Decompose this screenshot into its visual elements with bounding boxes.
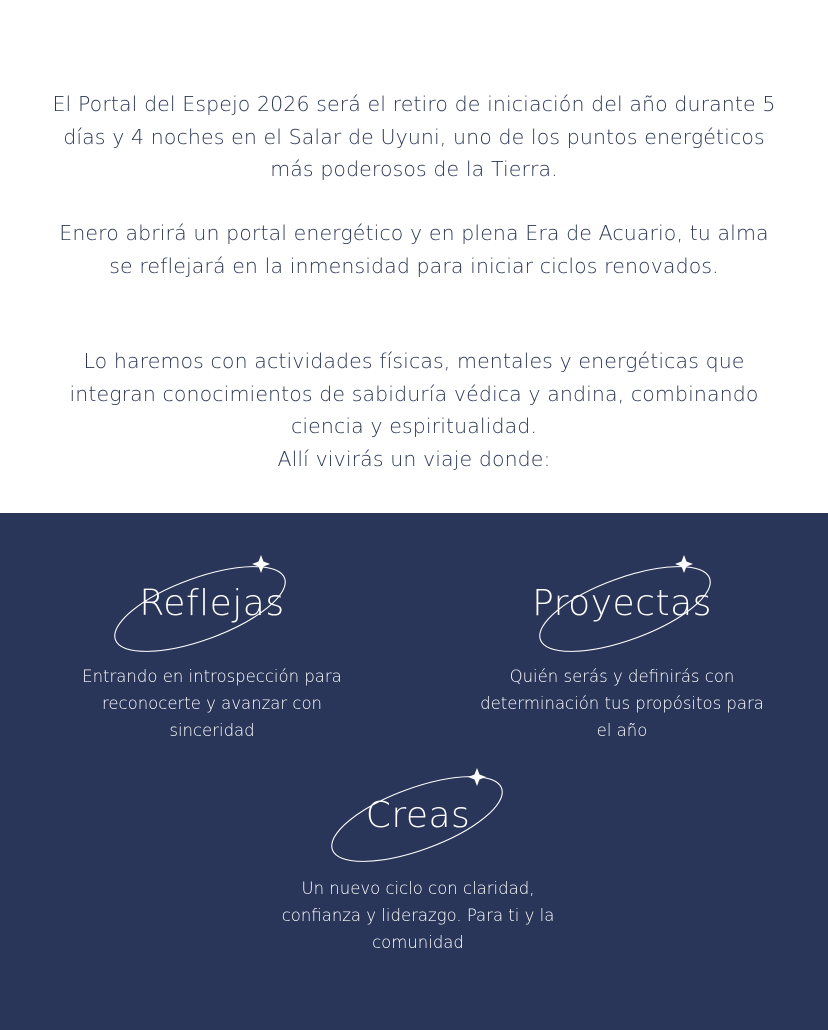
feature-title: Creas bbox=[365, 795, 471, 836]
feature-heading bbox=[62, 553, 362, 663]
feature-description: Un nuevo ciclo con claridad, confianza y liderazgo. Para ti y la comunidad bbox=[281, 879, 555, 952]
feature-creas bbox=[268, 765, 568, 956]
feature-heading bbox=[472, 553, 772, 663]
intro-paragraph-2: Enero abrirá un portal energético y en plena Era de Acuario, tu alma se reflejará en la inmensidad para iniciar ciclos renovados. bbox=[59, 221, 769, 278]
feature-title: Proyectas bbox=[532, 583, 712, 624]
feature-title: Reflejas bbox=[139, 583, 285, 624]
feature-description: Quién serás y definirás con determinación tus propósitos para el año bbox=[480, 667, 764, 740]
intro-paragraph-1: El Portal del Espejo 2026 será el retiro de iniciación del año durante 5 días y 4 noches en el Salar de Uyuni, uno de los puntos energéticos más poderosos de la Tierra. bbox=[52, 92, 776, 181]
feature-reflejas bbox=[62, 553, 362, 744]
intro-paragraph-4: Allí vivirás un viaje donde: bbox=[277, 447, 551, 471]
features-section bbox=[0, 513, 828, 1030]
feature-proyectas bbox=[472, 553, 772, 744]
feature-description: Entrando en introspección para reconocerte y avanzar con sinceridad bbox=[82, 667, 342, 740]
feature-heading bbox=[268, 765, 568, 875]
intro-section bbox=[0, 0, 828, 513]
intro-paragraph-3: Lo haremos con actividades físicas, mentales y energéticas que integran conocimientos de sabiduría védica y andina, combinando ciencia y espiritualidad. bbox=[69, 349, 759, 438]
